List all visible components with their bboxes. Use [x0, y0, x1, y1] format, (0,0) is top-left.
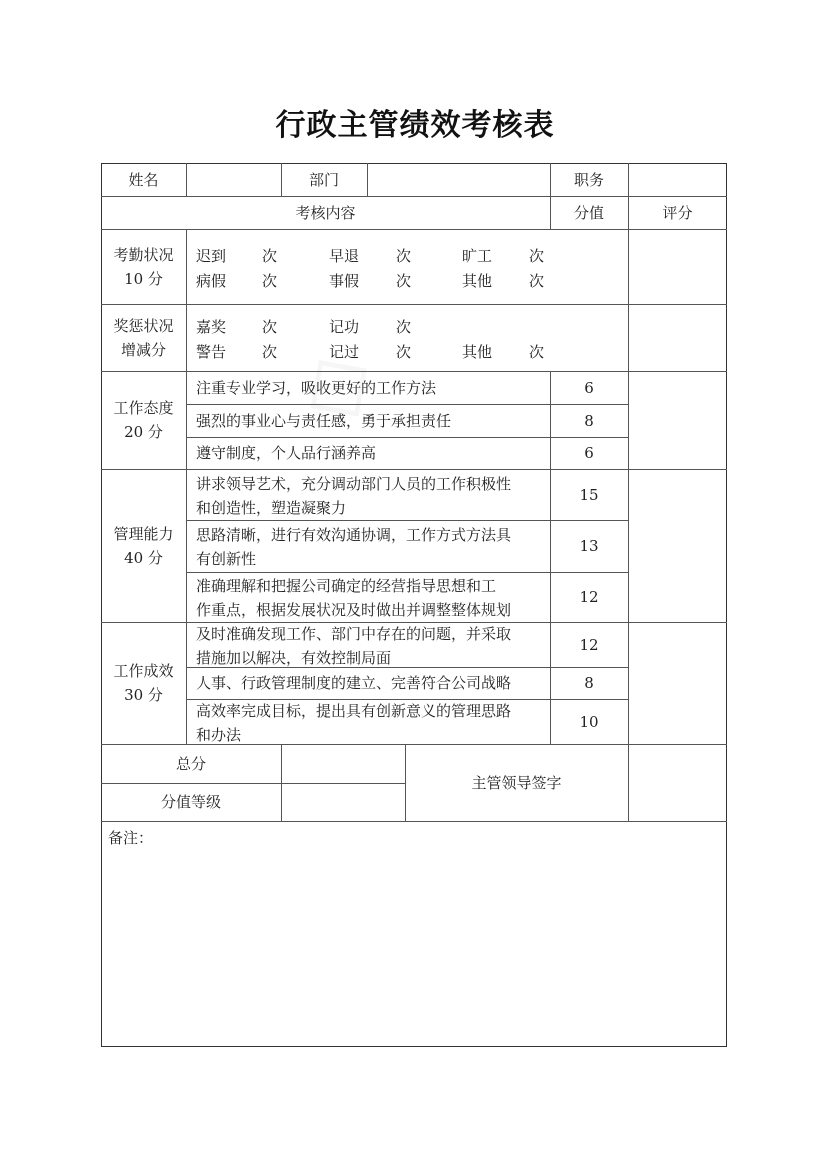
- criteria-score: 6: [584, 444, 594, 462]
- criteria-line: 高效率完成目标，提出具有创新意义的管理思路: [196, 702, 512, 720]
- other-label: 其他: [462, 272, 493, 290]
- times-unit: 次: [529, 343, 545, 361]
- department-label: 部门: [308, 170, 339, 189]
- criteria-item: 强烈的事业心与责任感，勇于承担责任: [196, 411, 452, 430]
- times-unit: 次: [262, 247, 278, 265]
- attendance-label-points: 10 分: [124, 269, 163, 288]
- times-unit: 次: [262, 318, 278, 336]
- criteria-item: [196, 622, 548, 667]
- criteria-line: 和办法: [196, 726, 242, 744]
- signature-field[interactable]: [629, 745, 727, 821]
- col-divider: [186, 229, 187, 744]
- remarks-label: 备注：: [108, 829, 154, 847]
- criteria-line: 讲求领导艺术，充分调动部门人员的工作积极性: [196, 475, 512, 493]
- criteria-line: 思路清晰，进行有效沟通协调，工作方式方法具: [196, 526, 512, 544]
- times-unit: 次: [396, 247, 412, 265]
- reward-label-points: 增减分: [120, 340, 166, 359]
- name-field[interactable]: [187, 164, 281, 196]
- warning-label: 警告: [196, 343, 227, 361]
- grade-label: 分值等级: [160, 793, 221, 811]
- criteria-item: 注重专业学习，吸收更好的工作方法: [196, 378, 437, 397]
- criteria-item: 遵守制度，个人品行涵养高: [196, 444, 377, 462]
- management-label-title: 管理能力: [113, 524, 174, 543]
- attitude-label-points: 20 分: [124, 423, 163, 441]
- other-label: 其他: [462, 343, 493, 361]
- attitude-label-title: 工作态度: [113, 399, 174, 417]
- criteria-score: 12: [579, 588, 599, 606]
- performance-label: [101, 622, 186, 744]
- criteria-line: 有创新性: [196, 550, 257, 568]
- position-field[interactable]: [629, 164, 727, 196]
- absent-label: 旷工: [462, 247, 493, 265]
- demerit-label: 记过: [329, 343, 360, 361]
- times-unit: 次: [529, 272, 545, 290]
- late-label: 迟到: [196, 247, 227, 265]
- content-column-header: 考核内容: [295, 203, 356, 222]
- rating-column-header: 评分: [662, 203, 693, 222]
- times-unit: 次: [262, 343, 278, 361]
- personal-leave-label: 事假: [329, 272, 360, 290]
- name-label: 姓名: [128, 170, 159, 189]
- times-unit: 次: [262, 272, 278, 290]
- reward-label: [101, 304, 186, 371]
- attitude-rating-field[interactable]: [629, 372, 727, 469]
- criteria-line: 和创造性，塑造凝聚力: [196, 499, 347, 517]
- criteria-line: 作重点，根据发展状况及时做出并调整整体规划: [196, 601, 512, 619]
- position-label: 职务: [573, 170, 604, 189]
- remarks-field[interactable]: [102, 852, 726, 1046]
- page-title: 行政主管绩效考核表: [275, 108, 555, 143]
- leave-early-label: 早退: [329, 247, 360, 265]
- total-score-label: 总分: [175, 754, 206, 773]
- criteria-score: 8: [584, 411, 594, 430]
- criteria-line: 措施加以解决，有效控制局面: [196, 649, 392, 667]
- attendance-label: [101, 229, 186, 304]
- criteria-line: 及时准确发现工作、部门中存在的问题，并采取: [196, 625, 512, 643]
- signature-label: 主管领导签字: [471, 773, 562, 792]
- times-unit: 次: [529, 247, 545, 265]
- criteria-item: [196, 472, 548, 520]
- attendance-rating-field[interactable]: [629, 230, 727, 304]
- score-column-header: 分值: [573, 203, 604, 222]
- management-rating-field[interactable]: [629, 470, 727, 622]
- grade-field[interactable]: [282, 784, 405, 821]
- management-label: [101, 469, 186, 622]
- criteria-score: 12: [579, 635, 599, 654]
- commendation-label: 嘉奖: [196, 318, 227, 336]
- criteria-score: 8: [584, 674, 594, 692]
- criteria-score: 15: [579, 485, 599, 504]
- reward-label-title: 奖惩状况: [113, 316, 174, 335]
- attendance-label-title: 考勤状况: [113, 245, 174, 264]
- times-unit: 次: [396, 318, 412, 336]
- performance-label-points: 30 分: [124, 686, 163, 704]
- total-score-field[interactable]: [282, 745, 405, 783]
- times-unit: 次: [396, 272, 412, 290]
- department-field[interactable]: [368, 164, 550, 196]
- criteria-item: [196, 574, 548, 622]
- criteria-score: 6: [584, 378, 594, 397]
- performance-label-title: 工作成效: [113, 662, 174, 680]
- times-unit: 次: [396, 343, 412, 361]
- criteria-score: 13: [579, 537, 599, 555]
- row-divider: [101, 821, 727, 822]
- sick-leave-label: 病假: [196, 272, 227, 290]
- attitude-label: [101, 371, 186, 469]
- criteria-item: 人事、行政管理制度的建立、完善符合公司战略: [196, 674, 512, 692]
- merit-label: 记功: [329, 318, 360, 336]
- criteria-item: [196, 523, 548, 572]
- management-label-points: 40 分: [124, 548, 163, 567]
- performance-rating-field[interactable]: [629, 623, 727, 744]
- criteria-line: 准确理解和把握公司确定的经营指导思想和工: [196, 577, 497, 595]
- criteria-item: [196, 699, 548, 744]
- reward-rating-field[interactable]: [629, 305, 727, 371]
- criteria-score: 10: [579, 712, 599, 731]
